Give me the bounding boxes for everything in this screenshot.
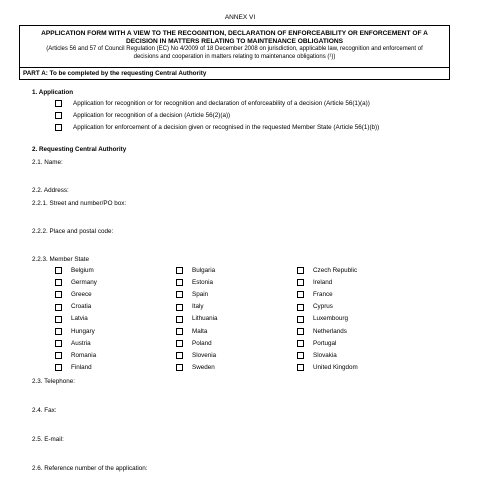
- member-state-option[interactable]: [55, 303, 91, 311]
- member-state-option[interactable]: [176, 352, 216, 360]
- member-state-label: Belgium: [71, 267, 94, 274]
- checkbox[interactable]: [55, 291, 62, 298]
- member-state-option[interactable]: [176, 279, 213, 287]
- form-title: [26, 30, 443, 46]
- checkbox[interactable]: [176, 316, 183, 323]
- member-state-label: Croatia: [71, 303, 92, 311]
- checkbox[interactable]: [55, 340, 62, 347]
- member-state-label: Poland: [192, 339, 212, 347]
- checkbox[interactable]: [297, 328, 304, 335]
- street-label: 2.2.1. Street and number/PO box:: [32, 200, 127, 207]
- member-state-option[interactable]: [297, 291, 333, 299]
- checkbox[interactable]: [55, 352, 62, 359]
- member-state-label: Slovenia: [192, 351, 217, 359]
- form-title-line-1: APPLICATION FORM WITH A VIEW TO THE RECOGNITION, DECLARATION OF ENFORCEABILITY OR ENFORCEMENT OF A: [41, 30, 428, 37]
- checkbox[interactable]: [55, 304, 62, 311]
- option-label: Application for recognition of a decision (Article 56(2)(a)): [73, 112, 231, 119]
- form-subtitle-line-1: (Articles 56 and 57 of Council Regulation (EC) No 4/2009 of 18 December 2008 on jurisdiction, applicable law, recognition and enforcement of: [46, 46, 423, 52]
- checkbox[interactable]: [176, 267, 183, 274]
- email-label: 2.5. E-mail:: [32, 436, 64, 443]
- member-state-label: Austria: [71, 339, 91, 347]
- member-state-option[interactable]: [55, 328, 95, 336]
- member-state-label: France: [313, 291, 333, 299]
- checkbox[interactable]: [55, 279, 62, 286]
- checkbox[interactable]: [297, 291, 304, 298]
- checkbox[interactable]: [55, 316, 62, 323]
- member-state-option[interactable]: [297, 328, 347, 336]
- member-state-option[interactable]: [297, 352, 337, 360]
- name-label: 2.1. Name:: [32, 159, 63, 166]
- member-state-option[interactable]: [176, 315, 218, 323]
- member-state-label: Luxembourg: [313, 315, 349, 323]
- place-label: 2.2.2. Place and postal code:: [32, 228, 114, 235]
- checkbox[interactable]: [297, 340, 304, 347]
- checkbox[interactable]: [176, 279, 183, 286]
- address-label: 2.2. Address:: [32, 187, 69, 194]
- option-label: Application for recognition or for recognition and declaration of enforceability of a decision (Article 56(1)(a)): [73, 100, 370, 107]
- checkbox[interactable]: [55, 100, 62, 107]
- checkbox[interactable]: [297, 316, 304, 323]
- member-state-option[interactable]: [55, 340, 91, 348]
- member-state-option[interactable]: [176, 267, 215, 275]
- member-state-label: Sweden: [192, 363, 215, 371]
- checkbox[interactable]: [297, 304, 304, 311]
- checkbox[interactable]: [297, 267, 304, 274]
- member-state-label: Germany: [71, 279, 97, 287]
- annex-label: ANNEX VI: [224, 14, 256, 21]
- member-state-option[interactable]: [297, 315, 348, 323]
- member-state-option[interactable]: [176, 340, 212, 348]
- section-1-heading: 1. Application: [32, 89, 74, 96]
- checkbox[interactable]: [55, 328, 62, 335]
- member-state-option[interactable]: [297, 279, 332, 287]
- member-state-option[interactable]: [55, 364, 92, 372]
- member-state-label: Cyprus: [313, 303, 333, 311]
- checkbox[interactable]: [55, 267, 62, 274]
- member-state-label: United Kingdom: [313, 363, 358, 371]
- member-state-label: Latvia: [71, 315, 88, 323]
- checkbox[interactable]: [176, 291, 183, 298]
- member-state-option[interactable]: [297, 267, 357, 275]
- member-state-option[interactable]: [55, 279, 97, 287]
- member-state-label: Finland: [71, 363, 92, 371]
- checkbox[interactable]: [55, 112, 62, 119]
- checkbox[interactable]: [297, 279, 304, 286]
- form-title-line-2: DECISION IN MATTERS RELATING TO MAINTENANCE OBLIGATIONS: [125, 38, 344, 46]
- member-state-option[interactable]: [297, 364, 358, 372]
- checkbox[interactable]: [297, 364, 304, 371]
- member-state-option[interactable]: [55, 315, 88, 323]
- checkbox[interactable]: [176, 304, 183, 311]
- member-state-label: Ireland: [313, 279, 333, 287]
- application-option-3[interactable]: [55, 124, 379, 132]
- checkbox[interactable]: [176, 352, 183, 359]
- form-subtitle-line-2: decisions and cooperation in matters relating to maintenance obligations (¹)): [133, 53, 336, 60]
- reference-label: 2.6. Reference number of the application:: [32, 465, 148, 472]
- member-state-label: Italy: [192, 303, 204, 311]
- member-state-option[interactable]: [55, 291, 92, 299]
- member-state-option[interactable]: [297, 340, 336, 348]
- member-state-option[interactable]: [297, 303, 333, 311]
- member-state-label: Malta: [192, 327, 208, 335]
- member-state-label: Czech Republic: [313, 267, 358, 274]
- member-state-label: 2.2.3. Member State: [32, 256, 90, 263]
- member-state-label: Lithuania: [192, 315, 218, 323]
- application-option-1[interactable]: [55, 100, 370, 108]
- member-state-label: Estonia: [192, 279, 214, 287]
- checkbox[interactable]: [55, 364, 62, 371]
- checkbox[interactable]: [176, 364, 183, 371]
- checkbox[interactable]: [176, 328, 183, 335]
- member-state-option[interactable]: [176, 303, 204, 311]
- member-state-label: Spain: [192, 291, 209, 299]
- member-state-option[interactable]: [176, 328, 207, 336]
- checkbox[interactable]: [297, 352, 304, 359]
- member-state-label: Slovakia: [313, 351, 337, 359]
- checkbox[interactable]: [55, 124, 62, 131]
- telephone-label: 2.3. Telephone:: [32, 378, 75, 385]
- part-a-heading: PART A: To be completed by the requesting Central Authority: [23, 70, 207, 77]
- member-state-label: Hungary: [71, 327, 95, 335]
- form-subtitle: [26, 46, 443, 61]
- member-state-label: Romania: [71, 351, 97, 359]
- member-state-label: Netherlands: [313, 327, 347, 335]
- member-state-option[interactable]: [176, 364, 215, 372]
- section-2-heading: 2. Requesting Central Authority: [32, 146, 127, 153]
- form-header-box: [19, 25, 450, 80]
- member-state-option[interactable]: [176, 291, 208, 299]
- header-divider: [20, 67, 449, 68]
- member-state-label: Bulgaria: [192, 267, 216, 274]
- member-state-option[interactable]: [55, 267, 94, 275]
- fax-label: 2.4. Fax:: [32, 407, 57, 414]
- member-state-label: Greece: [71, 291, 92, 299]
- application-option-2[interactable]: [55, 112, 230, 120]
- option-label: Application for enforcement of a decision given or recognised in the requested Member State (Article 56(1)(b)): [73, 124, 380, 131]
- member-state-option[interactable]: [55, 352, 96, 360]
- member-state-label: Portugal: [313, 339, 337, 347]
- checkbox[interactable]: [176, 340, 183, 347]
